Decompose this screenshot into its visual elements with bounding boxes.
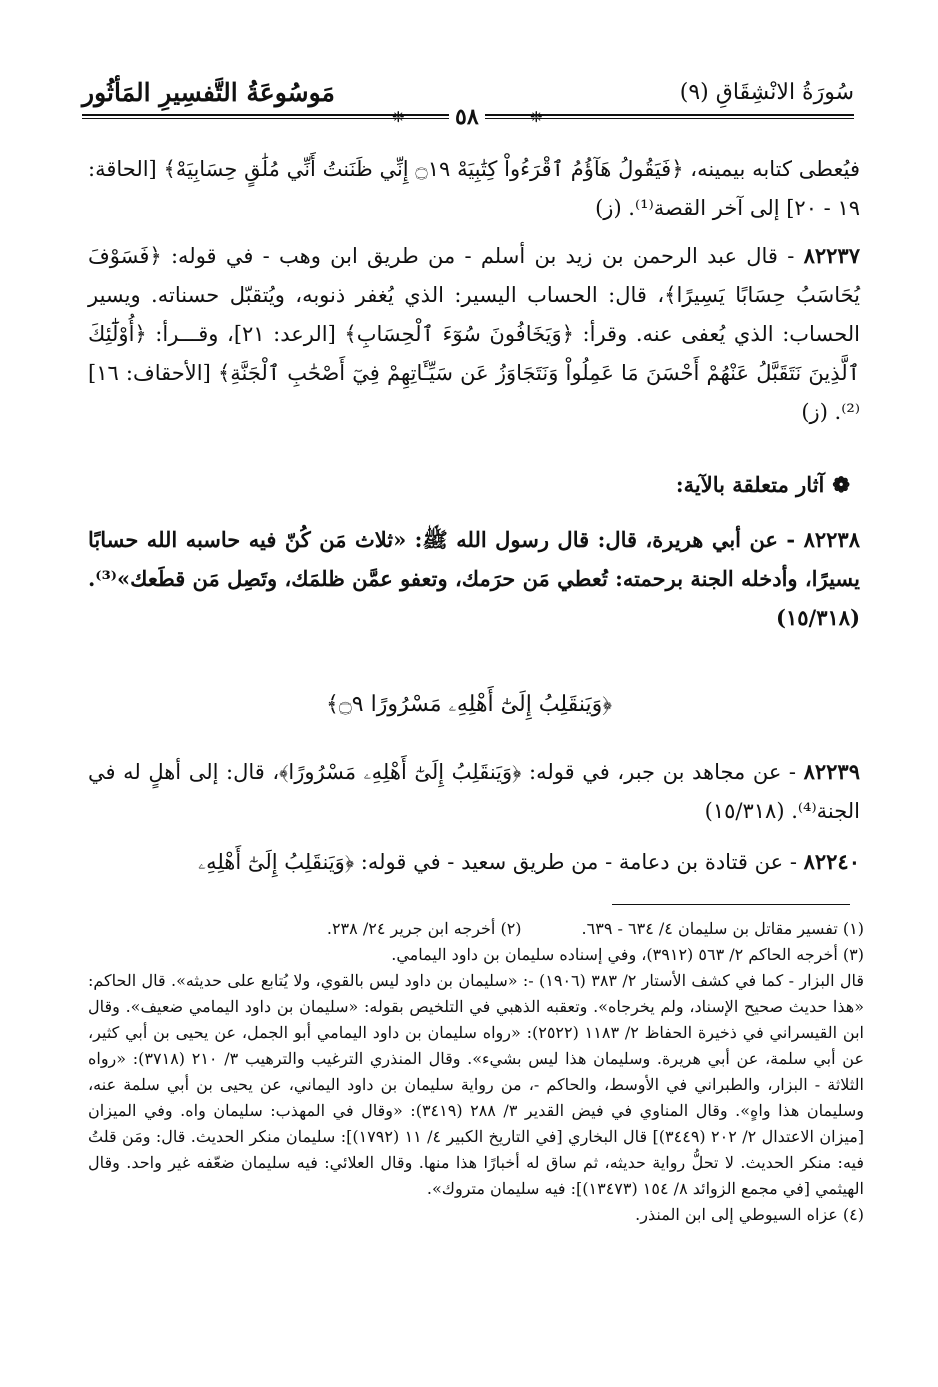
footnote-separator: [612, 904, 850, 905]
paragraph-continuation: [88, 150, 860, 228]
narration-number: ٨٢٢٣٩: [803, 759, 860, 784]
narration-number: ٨٢٢٣٨: [803, 527, 860, 552]
narration-82239: [88, 752, 860, 831]
footnote-1: (١) تفسير مقاتل بن سليمان ٤/ ٦٣٤ - ٦٣٩.: [581, 919, 864, 938]
narration-82237: [88, 236, 860, 432]
footnote-4: (٤) عزاه السيوطي إلى ابن المنذر.: [635, 1205, 864, 1224]
surah-title: سُورَةُ الانْشِقَاقِ (٩): [679, 80, 854, 105]
section-heading: [676, 472, 850, 497]
narration-text: - عن أبي هريرة، قال: قال رسول الله ﷺ: «ثلاث مَن كُنّ فيه حاسبه الله حسابًا يسيرًا، وأدخله الجنة برحمته: تُعطي مَن حرَمك، وتعفو عمَّن ظلمَك، وتَصِل مَن قطَعك»⁽³⁾. (١٥/٣١٨): [87, 527, 860, 630]
verse-heading: ﴿وَيَنقَلِبُ إِلَىٰٓ أَهْلِهِۦ مَسْرُورًا ۝٩﴾: [326, 692, 612, 717]
footnote-3-body: قال البزار - كما في كشف الأستار ٢/ ٣٨٣ (١٩٠٦) -: «سليمان بن داود ليس بالقوي، ولا يُتابع على حديثه». قال الحاكم: «هذا حديث صحيح الإسناد، ولم يخرجاه». وتعقبه الذهبي في التلخيص بقوله: «سليمان بن داود اليمامي ضعيف». وقال ابن القيسراني في ذخيرة الحفاظ ٢/ ١١٨٣ (٢٥٢٢): «رواه سليمان بن داود اليمامي أبو الجمل، عن يحيى بن أبي كثير، عن أبي سلمة، عن أبي هريرة. وسليمان هذا ليس بشيء». وقال المنذري الترغيب والترهيب ٣/ ٢١٠ (٣٧١٨): «رواه الثلاثة - البزار، والطبراني في الأوسط، والحاكم -، من رواية سليمان بن داود اليماني، عن يحيى بن أبي سلمة عنه، وسليمان هذا واهٍ». وقال المناوي في فيض القدير ٣/ ٢٨٨ (٣٤١٩): «وقال في المهذب: سليمان واه. وفي الميزان [ميزان الاعتدال ٢/ ٢٠٢ (٣٤٤٩)] قال البخاري [في التاريخ الكبير ٤/ ١١ (١٧٩٢)]: سليمان منكر الحديث. قال: ومَن قلتُ فيه: منكر الحديث. لا تحلُّ رواية حديثه، ثم ساق له أخبارًا هذا منها. وقال العلائي: فيه سليمان ضعّفه غير واحد. وقال الهيثمي [في مجمع الزوائد ٨/ ١٥٤ (١٣٤٧٣)]: فيه سليمان متروك».: [88, 971, 865, 1198]
narration-number: ٨٢٢٣٧: [803, 243, 860, 268]
narration-text: - عن قتادة بن دعامة - من طريق سعيد - في قوله: ﴿وَيَنقَلِبُ إِلَىٰٓ أَهْلِهِۦ: [198, 850, 804, 874]
page-number: ٥٨: [449, 104, 485, 130]
narration-82240: [88, 842, 860, 882]
footnotes: [88, 916, 864, 1228]
narration-text: - عن مجاهد بن جبر، في قوله: ﴿وَيَنقَلِبُ إِلَىٰٓ أَهْلِهِۦ مَسْرُورًا﴾، قال: إلى أهلٍ له في الجنة⁽⁴⁾. (١٥/٣١٨): [88, 760, 860, 823]
section-heading-text: آثار متعلقة بالآية:: [675, 472, 825, 497]
flower-icon: ❁: [832, 472, 850, 497]
footnote-row: [88, 916, 864, 942]
footnote-2: (٢) أخرجه ابن جرير ٢٤/ ٢٣٨.: [326, 919, 522, 938]
ornament-left-icon: ❈: [392, 108, 405, 126]
narration-text: - قال عبد الرحمن بن زيد بن أسلم - من طريق ابن وهب - في قوله: ﴿فَسَوْفَ يُحَاسَبُ حِسَابًا يَسِيرًا﴾، قال: الحساب اليسير: الذي يُغفر ذنوبه، ويُتقبّل حسناته. ويسير الحساب: الذي يُعفى عنه. وقرأ: ﴿وَيَخَافُونَ سُوٓءَ ٱلْحِسَابِ﴾ [الرعد: ٢١]، وقـــرأ: ﴿أُوْلَٰٓئِكَ ٱلَّذِينَ نَتَقَبَّلُ عَنْهُمْ أَحْسَنَ مَا عَمِلُواْ وَنَتَجَاوَزُ عَن سَيِّـَٔاتِهِمْ فِيٓ أَصْحَٰبِ ٱلْجَنَّةِ﴾ [الأحقاف: ١٦]⁽²⁾. (ز): [88, 244, 860, 424]
narration-number: ٨٢٢٤٠: [803, 849, 860, 874]
ornament-right-icon: ❈: [530, 108, 543, 126]
paragraph-text: فيُعطى كتابه بيمينه، ﴿فَيَقُولُ هَآؤُمُ ٱقْرَءُواْ كِتَٰبِيَهْ ۝١٩ إِنِّي ظَنَنتُ أَنِّي مُلَٰقٍ حِسَابِيَهْ﴾ [الحاقة: ١٩ - ٢٠] إلى آخر القصة⁽¹⁾. (ز): [88, 157, 860, 220]
footnote-3: (٣) أخرجه الحاكم ٢/ ٥٦٣ (٣٩١٢)، وفي إسناده سليمان بن داود اليمامي.: [391, 945, 864, 964]
narration-82238: [88, 520, 860, 637]
book-title: مَوسُوعَةُ التَّفسِيرِ المَأثُور: [82, 78, 335, 107]
